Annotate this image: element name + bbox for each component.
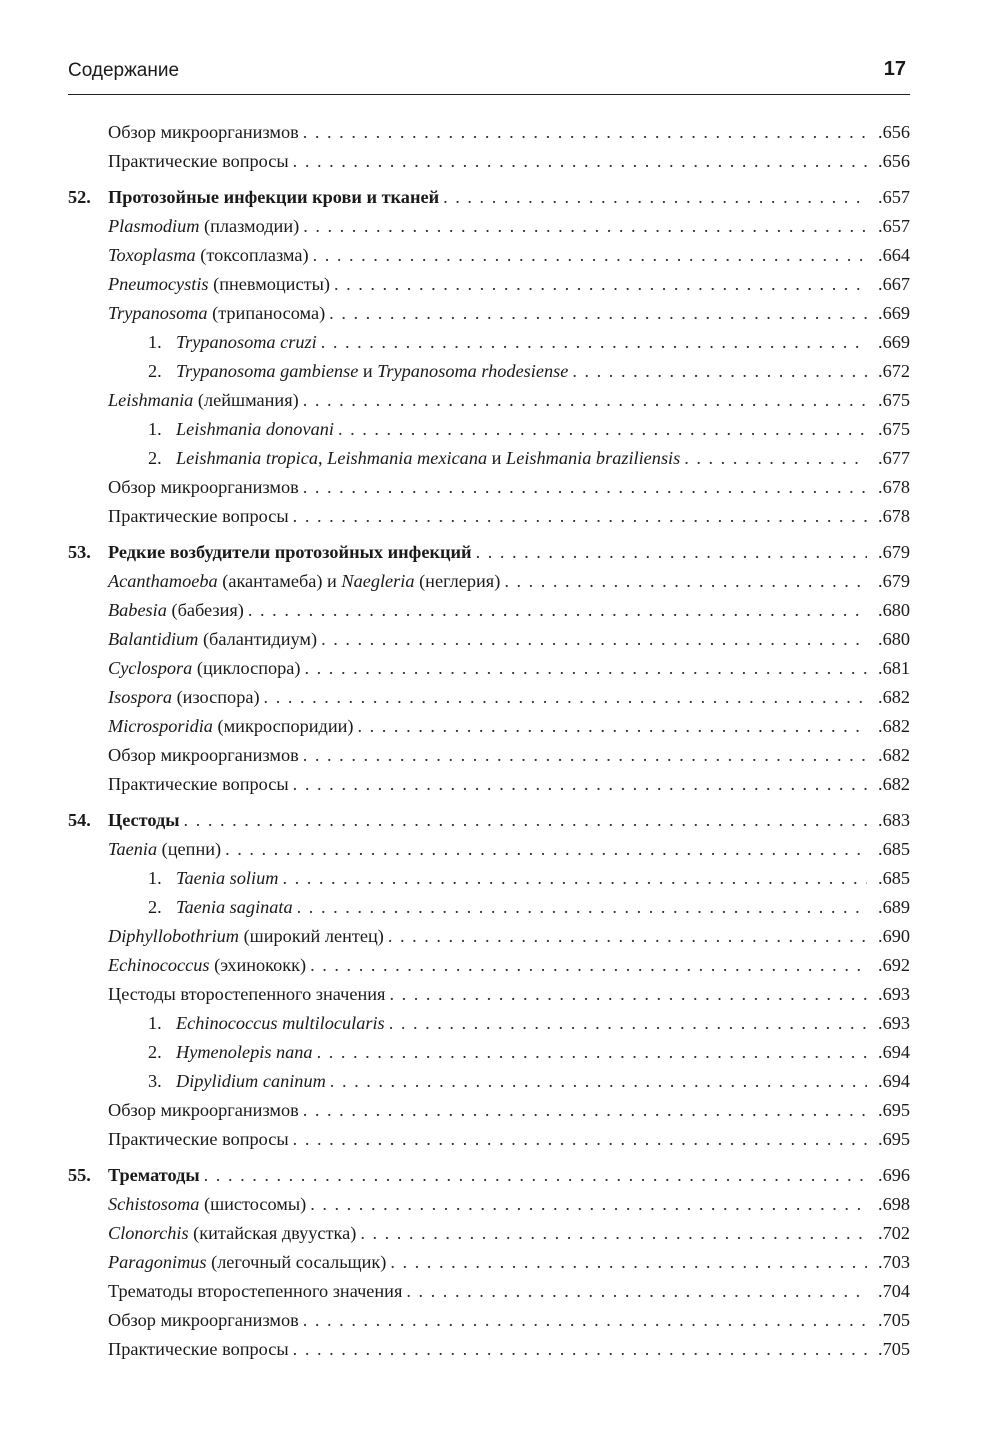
page-reference: .702 bbox=[878, 1223, 910, 1243]
page-reference: .696 bbox=[878, 1165, 910, 1185]
page-reference: .669 bbox=[878, 303, 910, 323]
latin-name: Hymenolepis nana bbox=[176, 1042, 313, 1062]
page-reference: .678 bbox=[878, 506, 910, 526]
title-text: , bbox=[318, 448, 328, 468]
entry-title bbox=[108, 1277, 402, 1306]
latin-name: Trypanosoma cruzi bbox=[176, 332, 317, 352]
page-reference: .698 bbox=[878, 1194, 910, 1214]
title-text: Трематоды второстепенного значения bbox=[108, 1281, 403, 1301]
latin-name: Taenia bbox=[108, 839, 158, 859]
toc-entry bbox=[68, 567, 910, 596]
entry-title bbox=[108, 241, 309, 270]
title-text: Цестоды второстепенного значения bbox=[108, 984, 386, 1004]
title-text: Практические вопросы bbox=[108, 1339, 289, 1359]
item-number: 1. bbox=[148, 419, 162, 439]
page-reference: .657 bbox=[878, 216, 910, 236]
toc-entry bbox=[68, 1277, 910, 1306]
toc-entry bbox=[68, 1038, 910, 1067]
title-text: (трипаносома) bbox=[207, 303, 326, 323]
dot-leader bbox=[303, 1306, 867, 1335]
item-number: 2. bbox=[148, 897, 162, 917]
latin-name: Babesia bbox=[108, 600, 167, 620]
latin-name: Microsporidia bbox=[108, 716, 213, 736]
dot-leader bbox=[321, 625, 867, 654]
page-reference: .703 bbox=[878, 1252, 910, 1272]
page-reference: .683 bbox=[878, 810, 910, 830]
title-text: Практические вопросы bbox=[108, 506, 289, 526]
page-reference: .667 bbox=[878, 274, 910, 294]
entry-title bbox=[108, 538, 472, 567]
dot-leader bbox=[225, 835, 867, 864]
title-text: (плазмодии) bbox=[199, 216, 300, 236]
title-text: Протозойные инфекции крови и тканей bbox=[108, 187, 440, 207]
entry-title bbox=[176, 444, 680, 473]
latin-name: Leishmania mexicana bbox=[327, 448, 488, 468]
page-reference: .680 bbox=[878, 629, 910, 649]
page-reference: .705 bbox=[878, 1310, 910, 1330]
latin-name: Echinococcus multilocularis bbox=[176, 1013, 385, 1033]
entry-title bbox=[108, 183, 439, 212]
page-reference: .690 bbox=[878, 926, 910, 946]
dot-leader bbox=[303, 741, 867, 770]
latin-name: Leishmania donovani bbox=[176, 419, 334, 439]
page-reference: .695 bbox=[878, 1129, 910, 1149]
entry-title bbox=[108, 299, 325, 328]
dot-leader bbox=[390, 1248, 867, 1277]
page-reference: .689 bbox=[878, 897, 910, 917]
toc-entry bbox=[68, 893, 910, 922]
dot-leader bbox=[329, 299, 867, 328]
item-number: 2. bbox=[148, 448, 162, 468]
toc-entry bbox=[68, 386, 910, 415]
title-text: (шистосомы) bbox=[199, 1194, 307, 1214]
page-reference: .685 bbox=[878, 839, 910, 859]
dot-leader bbox=[303, 212, 867, 241]
title-text: (неглерия) bbox=[414, 571, 501, 591]
toc-chapter-entry bbox=[68, 183, 910, 212]
toc-entry bbox=[68, 741, 910, 770]
latin-name: Schistosoma bbox=[108, 1194, 200, 1214]
toc-entry bbox=[68, 1125, 910, 1154]
entry-title bbox=[108, 1219, 356, 1248]
page-reference: .705 bbox=[878, 1339, 910, 1359]
item-number: 1. bbox=[148, 868, 162, 888]
dot-leader bbox=[303, 386, 867, 415]
dot-leader bbox=[248, 596, 867, 625]
dot-leader bbox=[443, 183, 867, 212]
dot-leader bbox=[317, 1038, 867, 1067]
dot-leader bbox=[334, 270, 867, 299]
latin-name: Trypanosoma rhodesiense bbox=[377, 361, 569, 381]
entry-title bbox=[108, 502, 289, 531]
page-reference: .704 bbox=[878, 1281, 910, 1301]
title-text: и bbox=[487, 448, 507, 468]
entry-title bbox=[176, 328, 317, 357]
page-reference: .682 bbox=[878, 774, 910, 794]
toc-entry bbox=[68, 241, 910, 270]
header-title: Содержание bbox=[68, 60, 180, 81]
title-text: Обзор микроорганизмов bbox=[108, 745, 299, 765]
toc-entry bbox=[68, 357, 910, 386]
entry-title bbox=[108, 118, 299, 147]
entry-title bbox=[108, 1306, 299, 1335]
title-text: (эхинококк) bbox=[209, 955, 307, 975]
entry-title bbox=[108, 806, 180, 835]
page-reference: .672 bbox=[878, 361, 910, 381]
title-text: (токсоплазма) bbox=[195, 245, 309, 265]
page-reference: .656 bbox=[878, 122, 910, 142]
latin-name: Leishmania bbox=[108, 390, 194, 410]
title-text: (балантидиум) bbox=[198, 629, 318, 649]
entry-title bbox=[108, 1096, 299, 1125]
title-text: и bbox=[358, 361, 378, 381]
page-reference: .693 bbox=[878, 1013, 910, 1033]
entry-title bbox=[108, 1161, 200, 1190]
page-reference: .679 bbox=[878, 571, 910, 591]
dot-leader bbox=[293, 770, 867, 799]
toc-entry bbox=[68, 625, 910, 654]
toc-chapter-entry bbox=[68, 538, 910, 567]
page-reference: .679 bbox=[878, 542, 910, 562]
title-text: (циклоспора) bbox=[192, 658, 301, 678]
toc-entry bbox=[68, 328, 910, 357]
item-number: 2. bbox=[148, 1042, 162, 1062]
page-reference: .695 bbox=[878, 1100, 910, 1120]
latin-name: Acanthamoeba bbox=[108, 571, 218, 591]
page-reference: .664 bbox=[878, 245, 910, 265]
dot-leader bbox=[297, 893, 867, 922]
entry-title bbox=[176, 357, 568, 386]
latin-name: Paragonimus bbox=[108, 1252, 207, 1272]
item-number: 1. bbox=[148, 332, 162, 352]
title-text: Трематоды bbox=[108, 1165, 200, 1185]
toc-entry bbox=[68, 683, 910, 712]
latin-name: Naegleria bbox=[341, 571, 415, 591]
title-text: (легочный сосальщик) bbox=[206, 1252, 387, 1272]
dot-leader bbox=[321, 328, 867, 357]
dot-leader bbox=[310, 951, 867, 980]
latin-name: Plasmodium bbox=[108, 216, 200, 236]
entry-title bbox=[108, 386, 299, 415]
page-number: 17 bbox=[883, 58, 906, 80]
latin-name: Trypanosoma bbox=[108, 303, 208, 323]
latin-name: Leishmania tropica bbox=[176, 448, 319, 468]
entry-title bbox=[176, 1009, 385, 1038]
dot-leader bbox=[388, 922, 867, 951]
entry-title bbox=[108, 741, 299, 770]
dot-leader bbox=[313, 241, 867, 270]
page-reference: .675 bbox=[878, 419, 910, 439]
entry-title bbox=[108, 712, 354, 741]
page-reference: .680 bbox=[878, 600, 910, 620]
entry-title bbox=[108, 951, 306, 980]
page-reference: .669 bbox=[878, 332, 910, 352]
toc-entry bbox=[68, 864, 910, 893]
latin-name: Toxoplasma bbox=[108, 245, 196, 265]
dot-leader bbox=[303, 1096, 867, 1125]
title-text: (китайская двуустка) bbox=[188, 1223, 357, 1243]
toc-entry bbox=[68, 770, 910, 799]
toc-entry bbox=[68, 1335, 910, 1364]
entry-title bbox=[176, 415, 334, 444]
toc-entry bbox=[68, 147, 910, 176]
title-text: (микроспоридии) bbox=[212, 716, 354, 736]
dot-leader bbox=[330, 1067, 867, 1096]
entry-title bbox=[108, 270, 330, 299]
dot-leader bbox=[358, 712, 868, 741]
table-of-contents bbox=[68, 118, 910, 1364]
dot-leader bbox=[305, 654, 867, 683]
toc-entry bbox=[68, 473, 910, 502]
title-text: (цепни) bbox=[157, 839, 222, 859]
page-reference: .682 bbox=[878, 745, 910, 765]
toc-entry bbox=[68, 299, 910, 328]
toc-entry bbox=[68, 980, 910, 1009]
entry-title bbox=[108, 1335, 289, 1364]
entry-title bbox=[108, 683, 260, 712]
entry-title bbox=[108, 835, 221, 864]
page-reference: .685 bbox=[878, 868, 910, 888]
entry-title bbox=[108, 473, 299, 502]
page-reference: .693 bbox=[878, 984, 910, 1004]
title-text: Практические вопросы bbox=[108, 151, 289, 171]
latin-name: Isospora bbox=[108, 687, 172, 707]
entry-title bbox=[108, 625, 317, 654]
toc-entry bbox=[68, 922, 910, 951]
chapter-number: 52. bbox=[68, 187, 91, 207]
latin-name: Pneumocystis bbox=[108, 274, 209, 294]
latin-name: Leishmania braziliensis bbox=[506, 448, 681, 468]
toc-chapter-entry bbox=[68, 1161, 910, 1190]
dot-leader bbox=[293, 1125, 867, 1154]
item-number: 2. bbox=[148, 361, 162, 381]
toc-entry bbox=[68, 1248, 910, 1277]
toc-entry bbox=[68, 1190, 910, 1219]
running-header bbox=[68, 56, 910, 95]
chapter-number: 54. bbox=[68, 810, 91, 830]
title-text: (изоспора) bbox=[172, 687, 260, 707]
toc-entry bbox=[68, 415, 910, 444]
page-reference: .657 bbox=[878, 187, 910, 207]
toc-entry bbox=[68, 444, 910, 473]
dot-leader bbox=[389, 980, 867, 1009]
toc-entry bbox=[68, 654, 910, 683]
title-text: Практические вопросы bbox=[108, 774, 289, 794]
item-number: 1. bbox=[148, 1013, 162, 1033]
item-number: 3. bbox=[148, 1071, 162, 1091]
latin-name: Taenia solium bbox=[176, 868, 279, 888]
dot-leader bbox=[406, 1277, 867, 1306]
chapter-number: 53. bbox=[68, 542, 91, 562]
title-text: (широкий лентец) bbox=[239, 926, 384, 946]
dot-leader bbox=[204, 1161, 867, 1190]
title-text: (пневмоцисты) bbox=[208, 274, 330, 294]
dot-leader bbox=[293, 147, 867, 176]
dot-leader bbox=[184, 806, 867, 835]
title-text: Редкие возбудители протозойных инфекций bbox=[108, 542, 472, 562]
dot-leader bbox=[282, 864, 867, 893]
latin-name: Clonorchis bbox=[108, 1223, 189, 1243]
toc-entry bbox=[68, 951, 910, 980]
latin-name: Diphyllobothrium bbox=[108, 926, 240, 946]
title-text: Обзор микроорганизмов bbox=[108, 1310, 299, 1330]
latin-name: Trypanosoma gambiense bbox=[176, 361, 359, 381]
dot-leader bbox=[338, 415, 867, 444]
entry-title bbox=[108, 1248, 386, 1277]
latin-name: Balantidium bbox=[108, 629, 199, 649]
latin-name: Echinococcus bbox=[108, 955, 210, 975]
latin-name: Taenia saginata bbox=[176, 897, 293, 917]
page-reference: .677 bbox=[878, 448, 910, 468]
entry-title bbox=[176, 893, 293, 922]
page-reference: .675 bbox=[878, 390, 910, 410]
toc-entry bbox=[68, 1009, 910, 1038]
dot-leader bbox=[504, 567, 867, 596]
title-text: Обзор микроорганизмов bbox=[108, 1100, 299, 1120]
entry-title bbox=[108, 770, 289, 799]
entry-title bbox=[108, 596, 244, 625]
toc-entry bbox=[68, 270, 910, 299]
toc-chapter-entry bbox=[68, 806, 910, 835]
toc-entry bbox=[68, 212, 910, 241]
dot-leader bbox=[303, 118, 867, 147]
entry-title bbox=[108, 147, 289, 176]
chapter-number: 55. bbox=[68, 1165, 91, 1185]
dot-leader bbox=[360, 1219, 867, 1248]
dot-leader bbox=[476, 538, 867, 567]
entry-title bbox=[108, 1125, 289, 1154]
entry-title bbox=[108, 980, 385, 1009]
entry-title bbox=[108, 654, 301, 683]
dot-leader bbox=[572, 357, 867, 386]
toc-entry bbox=[68, 1306, 910, 1335]
dot-leader bbox=[310, 1190, 867, 1219]
title-text: Обзор микроорганизмов bbox=[108, 477, 299, 497]
page-reference: .682 bbox=[878, 687, 910, 707]
entry-title bbox=[176, 1038, 313, 1067]
entry-title bbox=[108, 212, 299, 241]
toc-entry bbox=[68, 1219, 910, 1248]
dot-leader bbox=[293, 1335, 867, 1364]
entry-title bbox=[176, 1067, 326, 1096]
entry-title bbox=[108, 1190, 306, 1219]
toc-entry bbox=[68, 835, 910, 864]
page-reference: .681 bbox=[878, 658, 910, 678]
dot-leader bbox=[684, 444, 867, 473]
dot-leader bbox=[264, 683, 867, 712]
toc-entry bbox=[68, 502, 910, 531]
entry-title bbox=[176, 864, 278, 893]
title-text: (лейшмания) bbox=[193, 390, 299, 410]
page-reference: .694 bbox=[878, 1042, 910, 1062]
title-text: Цестоды bbox=[108, 810, 180, 830]
toc-entry bbox=[68, 712, 910, 741]
title-text: (акантамеба) и bbox=[217, 571, 342, 591]
page-reference: .692 bbox=[878, 955, 910, 975]
title-text: Практические вопросы bbox=[108, 1129, 289, 1149]
dot-leader bbox=[293, 502, 867, 531]
toc-entry bbox=[68, 1067, 910, 1096]
page-reference: .678 bbox=[878, 477, 910, 497]
entry-title bbox=[108, 567, 500, 596]
dot-leader bbox=[389, 1009, 867, 1038]
latin-name: Cyclospora bbox=[108, 658, 193, 678]
page-reference: .694 bbox=[878, 1071, 910, 1091]
page-reference: .682 bbox=[878, 716, 910, 736]
latin-name: Dipylidium caninum bbox=[176, 1071, 326, 1091]
entry-title bbox=[108, 922, 384, 951]
toc-entry bbox=[68, 1096, 910, 1125]
dot-leader bbox=[303, 473, 867, 502]
page-reference: .656 bbox=[878, 151, 910, 171]
toc-entry bbox=[68, 118, 910, 147]
toc-entry bbox=[68, 596, 910, 625]
title-text: Обзор микроорганизмов bbox=[108, 122, 299, 142]
title-text: (бабезия) bbox=[166, 600, 244, 620]
